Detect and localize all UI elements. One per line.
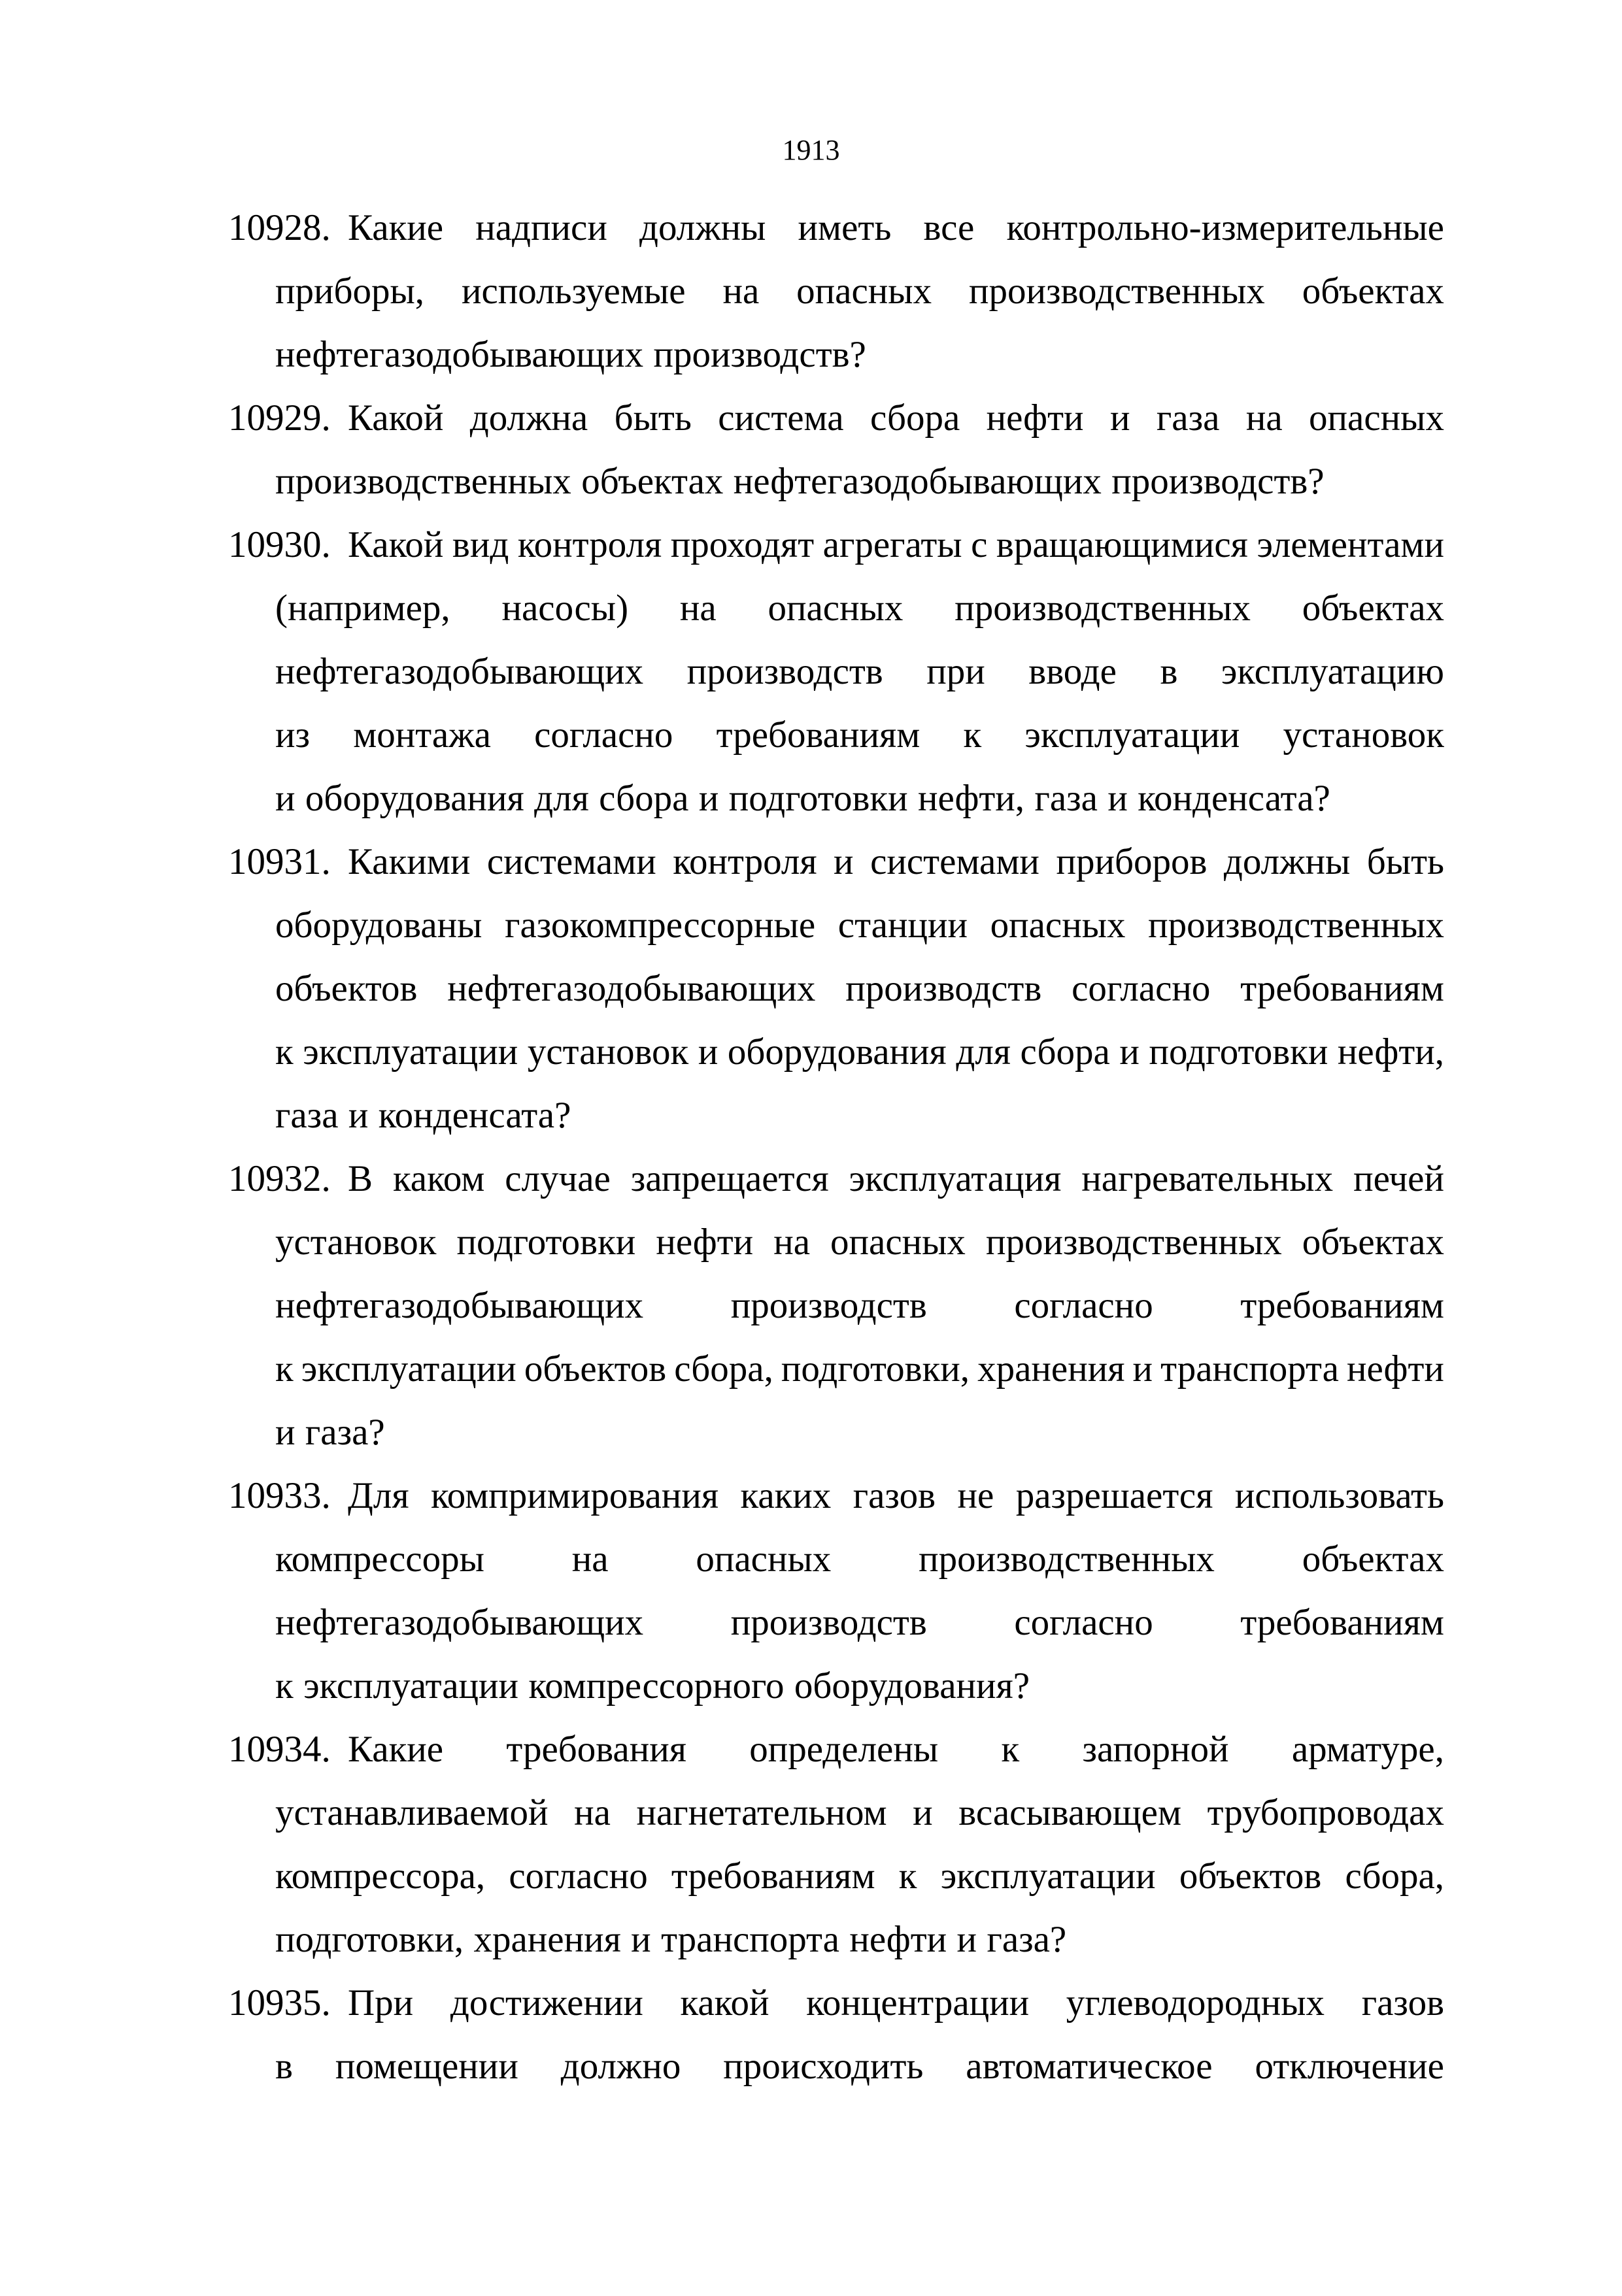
question-text-line: Какой должна быть система сбора нефти и газа на опасных xyxy=(348,397,1444,439)
question-text-line: компрессоры на опасных производственных объектах xyxy=(275,1539,1444,1580)
question-text-line: компрессора, согласно требованиям к эксплуатации объектов сбора, xyxy=(275,1855,1444,1897)
question-number: 10930. xyxy=(228,524,331,565)
question-number: 10934. xyxy=(228,1729,331,1770)
question-number: 10928. xyxy=(228,207,331,248)
question-text-line: Какие надписи должны иметь все контрольно-измерительные xyxy=(348,207,1444,248)
question-number: 10931. xyxy=(228,841,331,882)
question-number: 10932. xyxy=(228,1158,331,1199)
question-text-line: При достижении какой концентрации углеводородных газов xyxy=(348,1982,1444,2023)
question-text-line: и газа? xyxy=(275,1412,385,1453)
page-number: 1913 xyxy=(782,134,840,166)
question-number: 10929. xyxy=(228,397,331,439)
question-number: 10935. xyxy=(228,1982,331,2023)
question-text-line: устанавливаемой на нагнетательном и всасывающем трубопроводах xyxy=(275,1792,1444,1833)
question-text-line: оборудованы газокомпрессорные станции опасных производственных xyxy=(275,905,1444,946)
question-text-line: в помещении должно происходить автоматическое отключение xyxy=(275,2046,1444,2087)
question-text-line: (например, насосы) на опасных производственных объектах xyxy=(275,588,1444,629)
question-text-line: объектов нефтегазодобывающих производств согласно требованиям xyxy=(275,968,1444,1009)
question-text-line: производственных объектах нефтегазодобывающих производств? xyxy=(275,461,1325,502)
question-text-line: Какими системами контроля и системами приборов должны быть xyxy=(348,841,1444,882)
question-text-line: и оборудования для сбора и подготовки нефти, газа и конденсата? xyxy=(275,778,1330,819)
question-item xyxy=(228,196,1444,386)
question-item xyxy=(228,1718,1444,1971)
question-text-line: из монтажа согласно требованиям к эксплуатации установок xyxy=(275,714,1444,756)
question-text-line: Какой вид контроля проходят агрегаты с вращающимися элементами xyxy=(348,524,1444,565)
question-text-line: В каком случае запрещается эксплуатация нагревательных печей xyxy=(348,1158,1444,1199)
question-text-line: нефтегазодобывающих производств согласно требованиям xyxy=(275,1285,1444,1326)
question-text-line: нефтегазодобывающих производств? xyxy=(275,334,866,375)
question-text-line: газа и конденсата? xyxy=(275,1095,571,1136)
question-text-line: к эксплуатации установок и оборудования для сбора и подготовки нефти, xyxy=(275,1031,1444,1073)
question-text-line: к эксплуатации компрессорного оборудования? xyxy=(275,1665,1030,1706)
question-item xyxy=(228,513,1444,830)
question-list xyxy=(228,196,1444,2098)
question-number: 10933. xyxy=(228,1475,331,1516)
question-text-line: нефтегазодобывающих производств согласно требованиям xyxy=(275,1602,1444,1643)
question-text-line: подготовки, хранения и транспорта нефти и газа? xyxy=(275,1919,1067,1960)
question-text-line: установок подготовки нефти на опасных производственных объектах xyxy=(275,1222,1444,1263)
question-item xyxy=(228,1971,1444,2098)
question-text-line: приборы, используемые на опасных производственных объектах xyxy=(275,271,1444,312)
question-text-line: к эксплуатации объектов сбора, подготовки, хранения и транспорта нефти xyxy=(275,1348,1444,1389)
question-item xyxy=(228,1147,1444,1464)
question-text-line: нефтегазодобывающих производств при вводе в эксплуатацию xyxy=(275,651,1444,692)
question-item xyxy=(228,1464,1444,1718)
question-text-line: Какие требования определены к запорной арматуре, xyxy=(348,1729,1444,1770)
question-item xyxy=(228,830,1444,1147)
question-text-line: Для компримирования каких газов не разрешается использовать xyxy=(348,1475,1444,1516)
question-item xyxy=(228,386,1444,513)
